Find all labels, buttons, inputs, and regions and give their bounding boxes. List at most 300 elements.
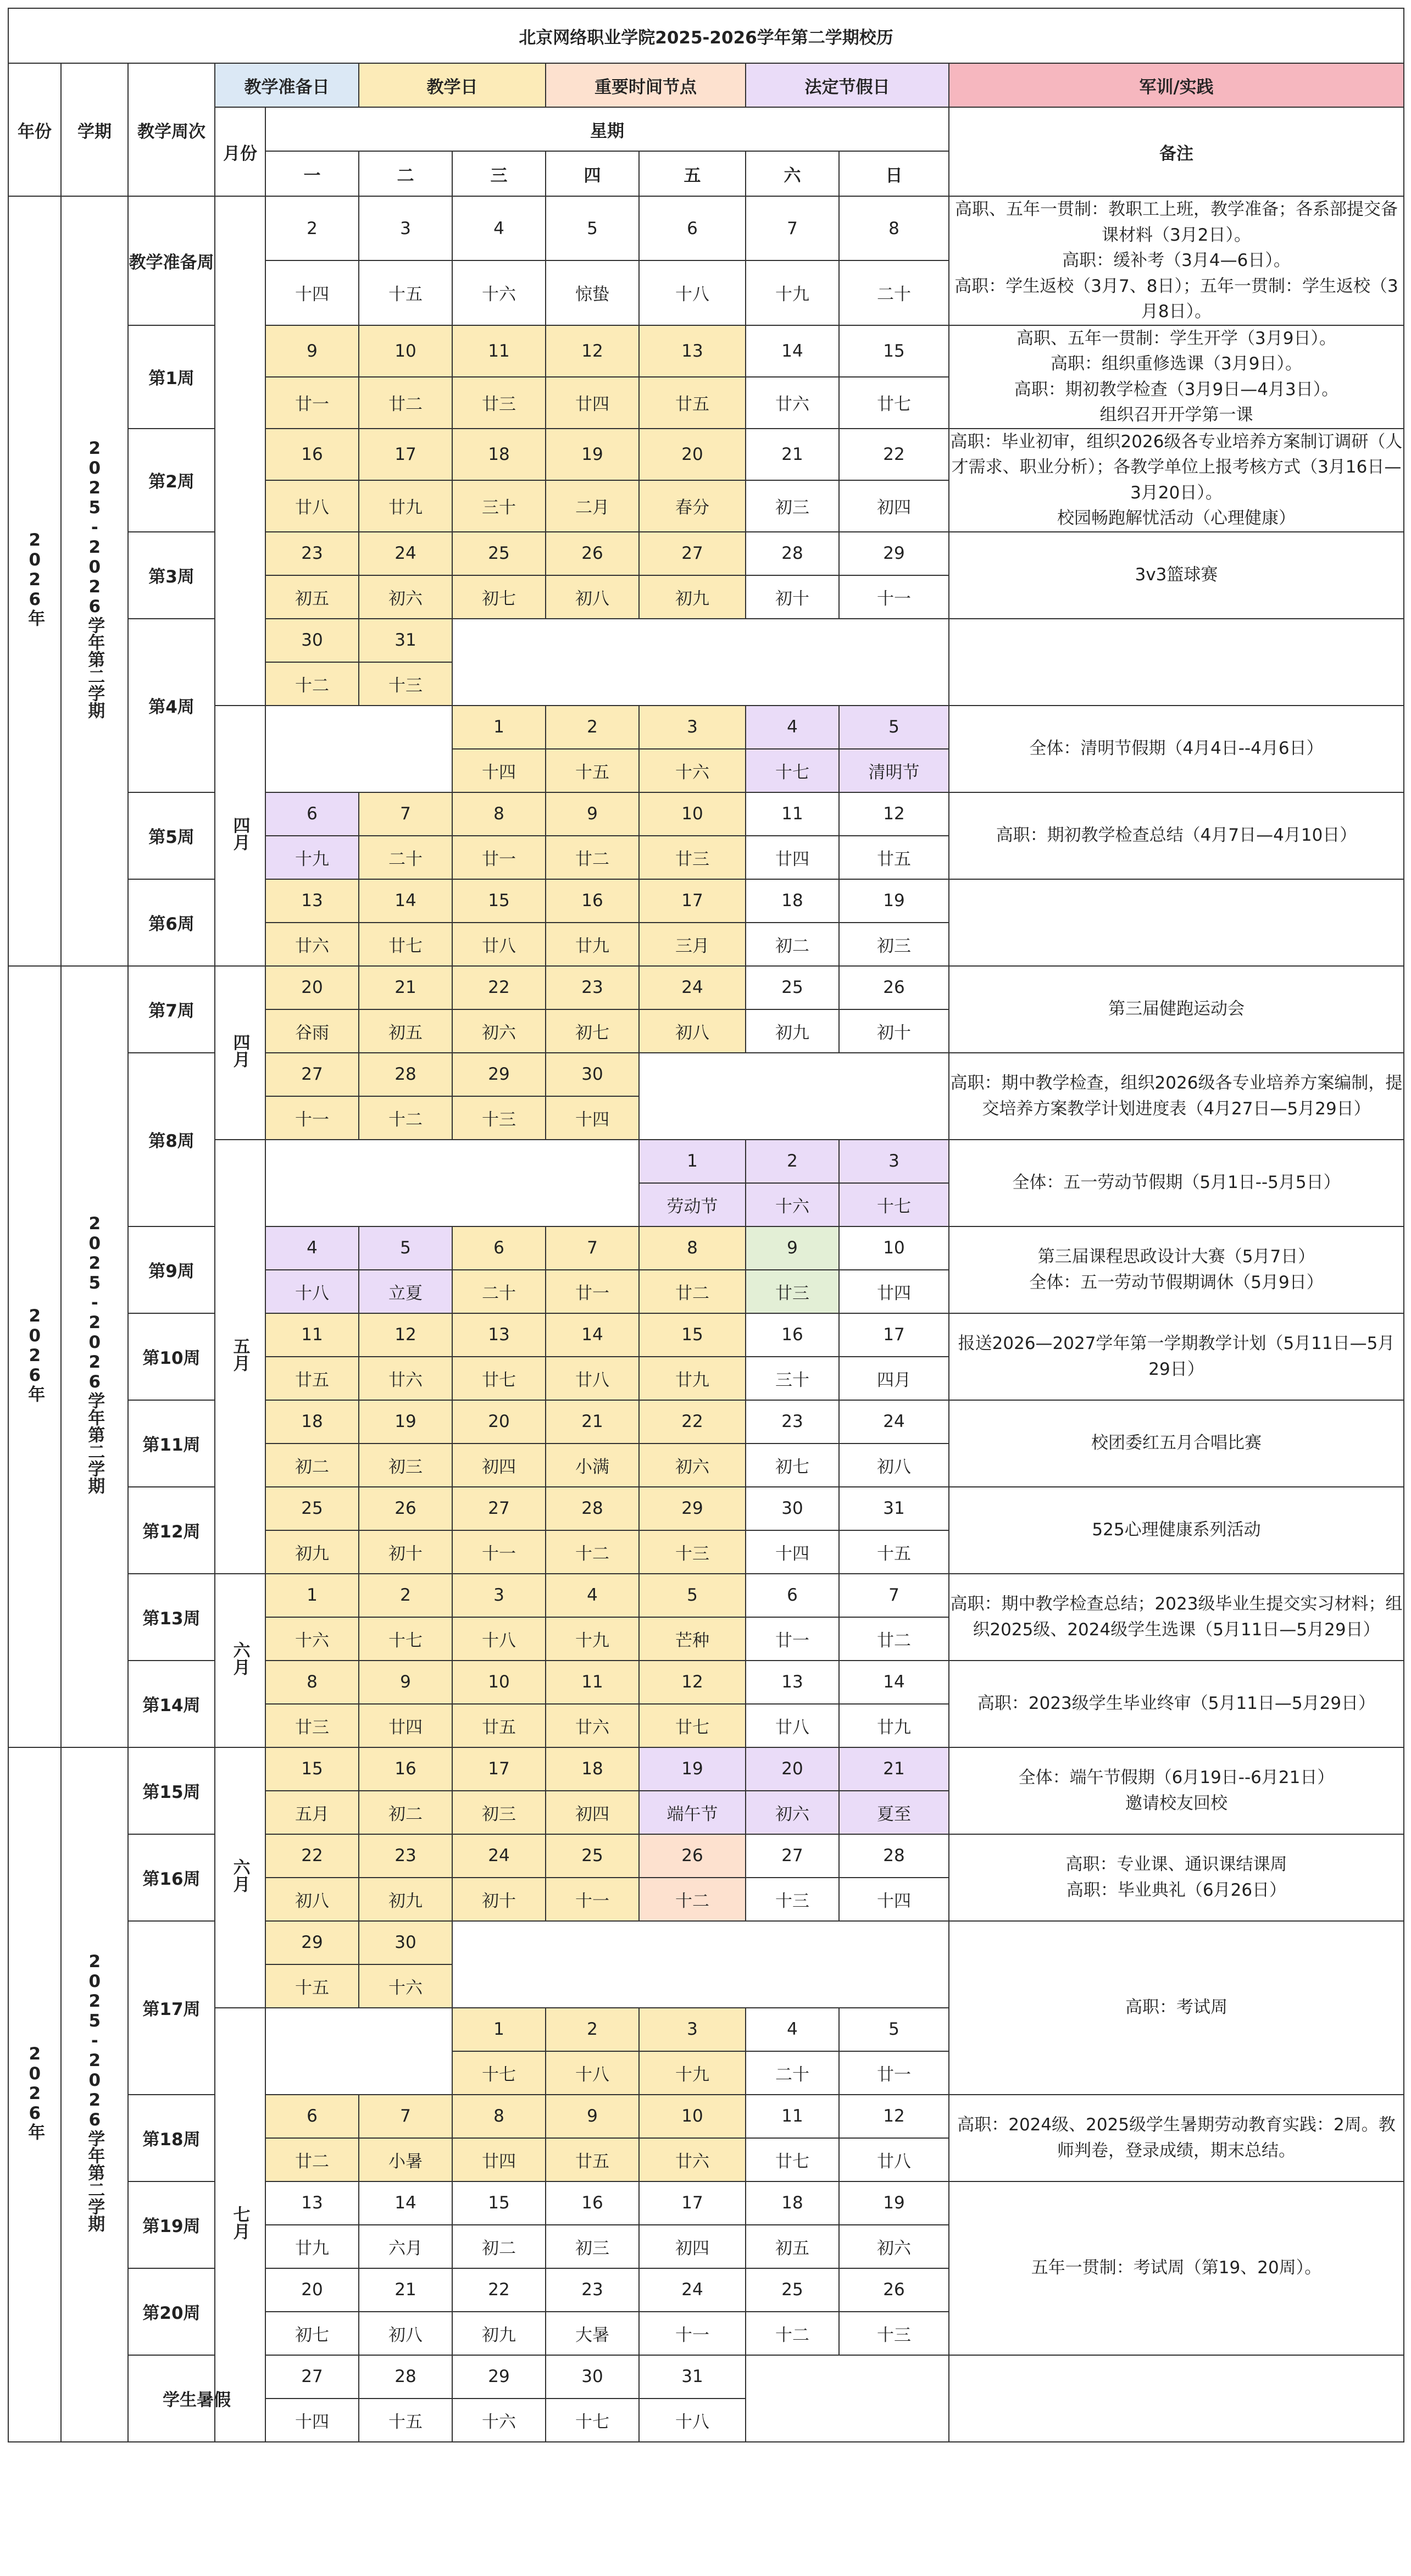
day-number: 3 xyxy=(359,196,452,260)
day-number: 23 xyxy=(546,2268,639,2312)
calendar-title: 北京网络职业学院2025-2026学年第二学期校历 xyxy=(8,8,1404,63)
note-cell-empty xyxy=(949,2355,1404,2442)
day-number: 2 xyxy=(546,706,639,749)
lunar-date: 初十 xyxy=(359,1530,452,1574)
lunar-date: 初十 xyxy=(839,1009,949,1053)
lunar-date: 清明节 xyxy=(839,749,949,792)
lunar-date: 十三 xyxy=(839,2312,949,2355)
lunar-date: 十三 xyxy=(639,1530,746,1574)
note-cell xyxy=(949,1400,1404,1487)
day-number: 26 xyxy=(839,966,949,1009)
day-number: 25 xyxy=(546,1834,639,1878)
day-number: 3 xyxy=(452,1574,546,1617)
day-number: 14 xyxy=(359,2181,452,2225)
lunar-date: 廿七 xyxy=(452,1357,546,1400)
lunar-date: 初六 xyxy=(639,1444,746,1487)
day-number: 1 xyxy=(265,1574,359,1617)
empty-cell xyxy=(265,706,452,792)
calendar-table xyxy=(8,8,1404,2442)
lunar-date: 十八 xyxy=(546,2051,639,2095)
day-number: 10 xyxy=(452,1661,546,1704)
year-text: 2026年 xyxy=(25,2044,45,2140)
note-line: 校团委红五月合唱比赛 xyxy=(1091,1433,1262,1453)
day-number: 28 xyxy=(839,1834,949,1878)
lunar-date: 廿六 xyxy=(639,2138,746,2181)
day-number: 22 xyxy=(452,966,546,1009)
lunar-date: 三月 xyxy=(639,923,746,966)
day-number: 31 xyxy=(839,1487,949,1530)
note-cell xyxy=(949,1574,1404,1661)
lunar-date: 十四 xyxy=(546,1096,639,1140)
lunar-date: 十二 xyxy=(265,662,359,706)
week-label: 教学准备周 xyxy=(128,196,215,325)
month-cell-text: 六月 xyxy=(230,1858,250,1892)
day-number: 21 xyxy=(839,1747,949,1791)
day-number: 23 xyxy=(546,966,639,1009)
day-number: 22 xyxy=(265,1834,359,1878)
term-text: 2025-2026学年第二学期 xyxy=(85,1952,105,2233)
empty-cell xyxy=(265,1140,639,1226)
week-label: 第10周 xyxy=(128,1313,215,1400)
lunar-date: 初三 xyxy=(359,1444,452,1487)
week-label: 第19周 xyxy=(128,2181,215,2268)
day-number: 16 xyxy=(265,429,359,480)
note-line: 全体：五一劳动节假期调休（5月9日） xyxy=(1029,1272,1324,1292)
month-cell-text: 七月 xyxy=(230,2205,250,2240)
day-number: 15 xyxy=(452,879,546,923)
note-line: 高职：期中教学检查，组织2026级各专业培养方案编制，提交培养方案教学计划进度表（4月27日—5月29日） xyxy=(950,1073,1403,1119)
lunar-date: 十六 xyxy=(359,1964,452,2008)
day-number: 25 xyxy=(265,1487,359,1530)
day-number: 19 xyxy=(359,1400,452,1444)
lunar-date: 二十 xyxy=(839,260,949,325)
lunar-date: 廿八 xyxy=(546,1357,639,1400)
lunar-date: 十二 xyxy=(359,1096,452,1140)
day-number: 18 xyxy=(452,429,546,480)
lunar-date: 十六 xyxy=(639,749,746,792)
term-cell xyxy=(61,966,128,1747)
day-number: 15 xyxy=(265,1747,359,1791)
lunar-date: 十四 xyxy=(839,1878,949,1921)
lunar-date: 廿七 xyxy=(746,2138,839,2181)
lunar-date: 廿三 xyxy=(265,1704,359,1747)
year-text: 2026年 xyxy=(25,530,45,627)
lunar-date: 初三 xyxy=(452,1791,546,1834)
day-number: 8 xyxy=(265,1661,359,1704)
day-number: 29 xyxy=(639,1487,746,1530)
lunar-date: 廿五 xyxy=(452,1704,546,1747)
note-line: 高职：毕业初审，组织2026级各专业培养方案制订调研（人才需求、职业分析）；各教学单位上报考核方式（3月16日—3月20日）。 xyxy=(950,431,1403,503)
lunar-date: 廿二 xyxy=(839,1617,949,1661)
lunar-date: 廿二 xyxy=(359,377,452,429)
day-number: 14 xyxy=(546,1313,639,1357)
term-text: 2025-2026学年第二学期 xyxy=(85,438,105,719)
note-line: 高职：专业课、通识课结课周 xyxy=(1065,1855,1287,1874)
lunar-date: 初五 xyxy=(746,2225,839,2268)
lunar-date: 十七 xyxy=(546,2399,639,2442)
day-number: 17 xyxy=(639,2181,746,2225)
day-number: 4 xyxy=(265,1226,359,1270)
lunar-date: 十二 xyxy=(746,2312,839,2355)
lunar-date: 初六 xyxy=(359,575,452,619)
note-line: 高职：组织重修选课（3月9日）。 xyxy=(1051,354,1302,374)
lunar-date: 十五 xyxy=(359,2399,452,2442)
day-number: 16 xyxy=(546,879,639,923)
lunar-date: 廿五 xyxy=(546,2138,639,2181)
note-cell xyxy=(949,1313,1404,1400)
note-line: 高职、五年一贯制：学生开学（3月9日）。 xyxy=(1016,328,1336,348)
note-cell-empty xyxy=(949,879,1404,966)
day-number: 5 xyxy=(546,196,639,260)
month-cell xyxy=(215,706,265,966)
weekday-header: 日 xyxy=(839,151,949,196)
lunar-date: 初九 xyxy=(359,1878,452,1921)
note-cell xyxy=(949,1661,1404,1747)
day-number: 5 xyxy=(639,1574,746,1617)
note-cell xyxy=(949,1747,1404,1834)
lunar-date: 初九 xyxy=(452,2312,546,2355)
day-number: 21 xyxy=(546,1400,639,1444)
lunar-date: 十二 xyxy=(546,1530,639,1574)
lunar-date: 十六 xyxy=(452,2399,546,2442)
note-line: 高职：考试周 xyxy=(1125,1997,1227,2018)
lunar-date: 廿九 xyxy=(639,1357,746,1400)
empty-cell xyxy=(639,1053,949,1140)
note-line: 高职：期初教学检查总结（4月7日—4月10日） xyxy=(996,825,1357,846)
header-year: 年份 xyxy=(8,63,61,196)
note-cell xyxy=(949,1140,1404,1226)
day-number: 9 xyxy=(546,2095,639,2138)
day-number: 30 xyxy=(546,1053,639,1096)
week-label: 第12周 xyxy=(128,1487,215,1574)
header-month: 月份 xyxy=(215,107,265,196)
lunar-date: 廿三 xyxy=(746,1270,839,1313)
lunar-date: 廿五 xyxy=(839,836,949,879)
note-line: 报送2026—2027学年第一学期教学计划（5月11日—5月29日） xyxy=(958,1334,1395,1379)
day-number: 12 xyxy=(839,792,949,836)
lunar-date: 廿九 xyxy=(546,923,639,966)
lunar-date: 六月 xyxy=(359,2225,452,2268)
lunar-date: 初六 xyxy=(839,2225,949,2268)
weekday-header: 六 xyxy=(746,151,839,196)
day-number: 30 xyxy=(265,619,359,662)
month-cell-text: 四月 xyxy=(230,1033,250,1068)
lunar-date: 劳动节 xyxy=(639,1183,746,1226)
day-number: 21 xyxy=(359,2268,452,2312)
day-number: 18 xyxy=(746,879,839,923)
day-number: 18 xyxy=(265,1400,359,1444)
empty-cell xyxy=(265,2008,452,2095)
day-number: 3 xyxy=(639,2008,746,2051)
week-label: 第8周 xyxy=(128,1053,215,1226)
header-weekday-group: 星期 xyxy=(265,107,949,151)
day-number: 9 xyxy=(265,325,359,377)
lunar-date: 廿六 xyxy=(746,377,839,429)
lunar-date: 端午节 xyxy=(639,1791,746,1834)
note-line: 高职：毕业典礼（6月26日） xyxy=(1066,1880,1287,1900)
day-number: 21 xyxy=(359,966,452,1009)
day-number: 11 xyxy=(265,1313,359,1357)
day-number: 19 xyxy=(546,429,639,480)
day-number: 23 xyxy=(746,1400,839,1444)
lunar-date: 二十 xyxy=(359,836,452,879)
note-cell xyxy=(949,792,1404,879)
lunar-date: 初二 xyxy=(359,1791,452,1834)
header-week: 教学周次 xyxy=(128,63,215,196)
day-number: 18 xyxy=(746,2181,839,2225)
day-number: 28 xyxy=(359,1053,452,1096)
day-number: 8 xyxy=(639,1226,746,1270)
lunar-date: 廿五 xyxy=(265,1357,359,1400)
lunar-date: 初八 xyxy=(546,575,639,619)
lunar-date: 十五 xyxy=(265,1964,359,2008)
note-line: 全体：端午节假期（6月19日--6月21日） xyxy=(1018,1768,1335,1787)
note-line: 第三届健跑运动会 xyxy=(1108,999,1245,1019)
week-label: 第18周 xyxy=(128,2095,215,2181)
lunar-date: 初四 xyxy=(639,2225,746,2268)
week-label: 第17周 xyxy=(128,1921,215,2095)
lunar-date: 初三 xyxy=(746,480,839,532)
day-number: 30 xyxy=(359,1921,452,1964)
lunar-date: 小暑 xyxy=(359,2138,452,2181)
day-number: 15 xyxy=(452,2181,546,2225)
note-cell xyxy=(949,2181,1404,2355)
day-number: 30 xyxy=(546,2355,639,2399)
day-number: 13 xyxy=(746,1661,839,1704)
lunar-date: 廿三 xyxy=(452,377,546,429)
lunar-date: 廿八 xyxy=(452,923,546,966)
lunar-date: 初五 xyxy=(359,1009,452,1053)
day-number: 20 xyxy=(639,429,746,480)
day-number: 24 xyxy=(452,1834,546,1878)
note-line: 组织召开开学第一课 xyxy=(1099,405,1253,425)
lunar-date: 初七 xyxy=(746,1444,839,1487)
month-cell-text: 四月 xyxy=(230,816,250,851)
lunar-date: 十二 xyxy=(639,1878,746,1921)
lunar-date: 十八 xyxy=(639,2399,746,2442)
day-number: 17 xyxy=(452,1747,546,1791)
lunar-date: 十三 xyxy=(359,662,452,706)
day-number: 10 xyxy=(839,1226,949,1270)
lunar-date: 十七 xyxy=(359,1617,452,1661)
lunar-date: 小满 xyxy=(546,1444,639,1487)
lunar-date: 十一 xyxy=(546,1878,639,1921)
week-label: 第1周 xyxy=(128,325,215,429)
day-number: 24 xyxy=(839,1400,949,1444)
note-line: 全体：五一劳动节假期（5月1日--5月5日） xyxy=(1012,1173,1341,1193)
lunar-date: 十一 xyxy=(839,575,949,619)
lunar-date: 廿四 xyxy=(746,836,839,879)
lunar-date: 初八 xyxy=(359,2312,452,2355)
term-text: 2025-2026学年第二学期 xyxy=(85,1214,105,1495)
week-label: 第3周 xyxy=(128,532,215,619)
day-number: 23 xyxy=(359,1834,452,1878)
day-number: 19 xyxy=(639,1747,746,1791)
day-number: 29 xyxy=(452,2355,546,2399)
lunar-date: 初六 xyxy=(452,1009,546,1053)
day-number: 24 xyxy=(639,966,746,1009)
day-number: 5 xyxy=(839,706,949,749)
day-number: 6 xyxy=(746,1574,839,1617)
day-number: 24 xyxy=(359,532,452,575)
day-number: 10 xyxy=(639,792,746,836)
day-number: 2 xyxy=(546,2008,639,2051)
lunar-date: 十六 xyxy=(452,260,546,325)
lunar-date: 廿六 xyxy=(359,1357,452,1400)
year-cell xyxy=(8,966,61,1747)
lunar-date: 芒种 xyxy=(639,1617,746,1661)
week-label: 第9周 xyxy=(128,1226,215,1313)
day-number: 27 xyxy=(265,2355,359,2399)
lunar-date: 廿三 xyxy=(639,836,746,879)
day-number: 12 xyxy=(546,325,639,377)
lunar-date: 初二 xyxy=(746,923,839,966)
week-label: 第11周 xyxy=(128,1400,215,1487)
day-number: 1 xyxy=(639,1140,746,1183)
lunar-date: 五月 xyxy=(265,1791,359,1834)
week-label: 第14周 xyxy=(128,1661,215,1747)
day-number: 28 xyxy=(546,1487,639,1530)
week-label: 第7周 xyxy=(128,966,215,1053)
lunar-date: 初二 xyxy=(452,2225,546,2268)
day-number: 5 xyxy=(359,1226,452,1270)
day-number: 7 xyxy=(746,196,839,260)
weekday-header: 三 xyxy=(452,151,546,196)
lunar-date: 初九 xyxy=(639,575,746,619)
lunar-date: 廿六 xyxy=(265,923,359,966)
day-number: 4 xyxy=(746,706,839,749)
week-label: 第5周 xyxy=(128,792,215,879)
lunar-date: 大暑 xyxy=(546,2312,639,2355)
day-number: 12 xyxy=(839,2095,949,2138)
day-number: 26 xyxy=(839,2268,949,2312)
lunar-date: 三十 xyxy=(452,480,546,532)
day-number: 27 xyxy=(452,1487,546,1530)
lunar-date: 十六 xyxy=(746,1183,839,1226)
day-number: 5 xyxy=(839,2008,949,2051)
day-number: 11 xyxy=(746,2095,839,2138)
day-number: 19 xyxy=(839,879,949,923)
weekday-header: 四 xyxy=(546,151,639,196)
note-line: 525心理健康系列活动 xyxy=(1092,1520,1261,1540)
day-number: 27 xyxy=(746,1834,839,1878)
lunar-date: 初五 xyxy=(265,575,359,619)
day-number: 19 xyxy=(839,2181,949,2225)
legend-teach: 教学日 xyxy=(359,63,546,107)
day-number: 12 xyxy=(359,1313,452,1357)
lunar-date: 廿七 xyxy=(839,377,949,429)
week-label: 第15周 xyxy=(128,1747,215,1834)
lunar-date: 三十 xyxy=(746,1357,839,1400)
month-cell-text: 六月 xyxy=(230,1641,250,1675)
lunar-date: 夏至 xyxy=(839,1791,949,1834)
lunar-date: 廿二 xyxy=(265,2138,359,2181)
day-number: 28 xyxy=(359,2355,452,2399)
note-cell xyxy=(949,1834,1404,1921)
lunar-date: 十一 xyxy=(265,1096,359,1140)
lunar-date: 廿二 xyxy=(546,836,639,879)
lunar-date: 十七 xyxy=(452,2051,546,2095)
lunar-date: 惊蛰 xyxy=(546,260,639,325)
lunar-date: 初十 xyxy=(746,575,839,619)
lunar-date: 初四 xyxy=(546,1791,639,1834)
year-cell xyxy=(8,196,61,966)
day-number: 14 xyxy=(839,1661,949,1704)
lunar-date: 十九 xyxy=(546,1617,639,1661)
day-number: 31 xyxy=(359,619,452,662)
day-number: 15 xyxy=(839,325,949,377)
lunar-date: 初二 xyxy=(265,1444,359,1487)
lunar-date: 廿四 xyxy=(452,2138,546,2181)
day-number: 13 xyxy=(452,1313,546,1357)
lunar-date: 廿二 xyxy=(639,1270,746,1313)
note-line: 高职、五年一贯制：教职工上班，教学准备；各系部提交备课材料（3月2日）。 xyxy=(955,199,1398,245)
legend-prep: 教学准备日 xyxy=(215,63,359,107)
lunar-date: 廿四 xyxy=(359,1704,452,1747)
lunar-date: 初八 xyxy=(265,1878,359,1921)
week-label: 第16周 xyxy=(128,1834,215,1921)
day-number: 27 xyxy=(265,1053,359,1096)
day-number: 30 xyxy=(746,1487,839,1530)
day-number: 6 xyxy=(452,1226,546,1270)
day-number: 1 xyxy=(452,706,546,749)
day-number: 6 xyxy=(639,196,746,260)
month-cell xyxy=(215,1140,265,1574)
day-number: 4 xyxy=(546,1574,639,1617)
note-cell xyxy=(949,706,1404,792)
day-number: 12 xyxy=(639,1661,746,1704)
lunar-date: 廿九 xyxy=(359,480,452,532)
lunar-date: 十一 xyxy=(639,2312,746,2355)
lunar-date: 廿七 xyxy=(639,1704,746,1747)
lunar-date: 初七 xyxy=(452,575,546,619)
note-cell xyxy=(949,2095,1404,2181)
lunar-date: 廿一 xyxy=(839,2051,949,2095)
lunar-date: 初七 xyxy=(265,2312,359,2355)
year-text: 2026年 xyxy=(25,1306,45,1402)
day-number: 13 xyxy=(265,879,359,923)
day-number: 4 xyxy=(746,2008,839,2051)
lunar-date: 廿八 xyxy=(839,2138,949,2181)
day-number: 2 xyxy=(265,196,359,260)
note-line: 3v3篮球赛 xyxy=(1135,565,1218,585)
day-number: 7 xyxy=(546,1226,639,1270)
day-number: 11 xyxy=(746,792,839,836)
day-number: 26 xyxy=(359,1487,452,1530)
day-number: 21 xyxy=(746,429,839,480)
lunar-date: 初三 xyxy=(839,923,949,966)
lunar-date: 初九 xyxy=(265,1530,359,1574)
day-number: 25 xyxy=(452,532,546,575)
lunar-date: 十四 xyxy=(746,1530,839,1574)
weekday-header: 五 xyxy=(639,151,746,196)
day-number: 20 xyxy=(746,1747,839,1791)
note-line: 高职：2023级学生毕业终审（5月11日—5月29日） xyxy=(977,1694,1376,1714)
note-line: 高职：期中教学检查总结；2023级毕业生提交实习材料；组织2025级、2024级学生选课（5月11日—5月29日） xyxy=(950,1594,1403,1640)
note-line: 第三届课程思政设计大赛（5月7日） xyxy=(1037,1247,1315,1267)
day-number: 1 xyxy=(452,2008,546,2051)
day-number: 26 xyxy=(639,1834,746,1878)
note-cell xyxy=(949,1226,1404,1313)
day-number: 22 xyxy=(639,1400,746,1444)
lunar-date: 十四 xyxy=(265,2399,359,2442)
lunar-date: 初四 xyxy=(452,1444,546,1487)
legend-military: 军训/实践 xyxy=(949,63,1404,107)
lunar-date: 廿一 xyxy=(546,1270,639,1313)
month-cell xyxy=(215,1747,265,2008)
day-number: 16 xyxy=(746,1313,839,1357)
lunar-date: 十五 xyxy=(839,1530,949,1574)
